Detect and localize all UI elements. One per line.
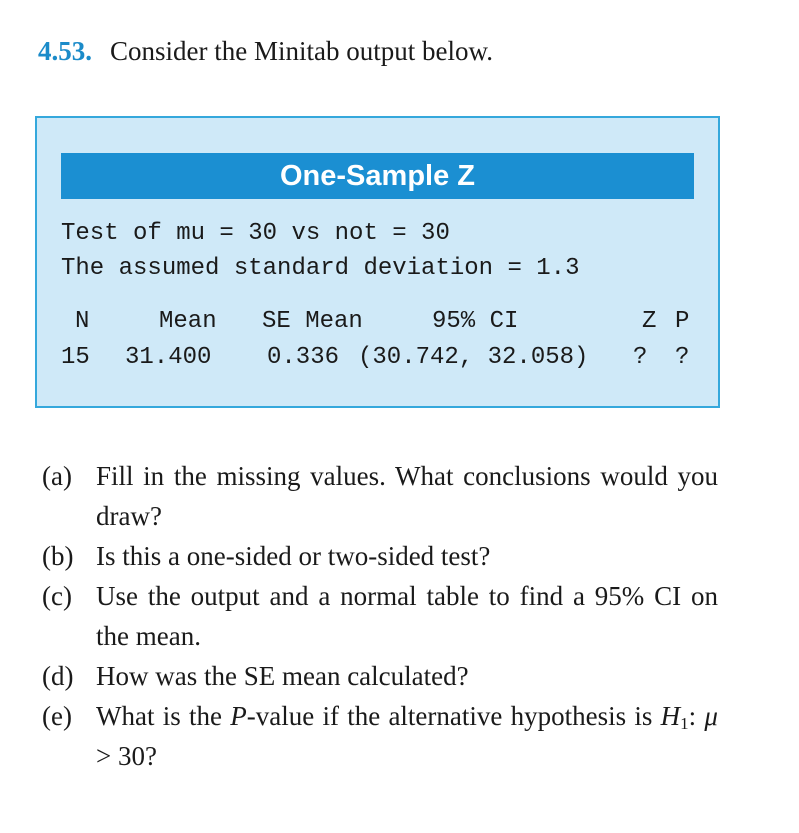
col-header-n: N	[75, 308, 90, 335]
minitab-output-box	[35, 116, 720, 408]
cell-n: 15	[61, 344, 90, 371]
question-text: Is this a one-sided or two-sided test?	[96, 541, 491, 571]
h-subscript: 1	[680, 714, 689, 733]
question-label: (a)	[42, 461, 72, 491]
question-list	[42, 456, 718, 776]
question-text-part3: :	[688, 701, 705, 731]
std-dev-line: The assumed standard deviation = 1.3	[61, 255, 580, 282]
table-row	[37, 344, 718, 374]
mu-symbol: μ	[704, 701, 718, 731]
question-c	[42, 576, 718, 656]
question-text-part4: > 30?	[96, 741, 157, 771]
problem-intro: Consider the Minitab output below.	[110, 36, 493, 66]
question-text: Fill in the missing values. What conclusions would you draw?	[96, 461, 718, 531]
cell-p: ?	[675, 344, 690, 371]
question-d	[42, 656, 718, 696]
question-text: Use the output and a normal table to find a 95% CI on the mean.	[96, 581, 718, 651]
question-label: (c)	[42, 581, 72, 611]
p-symbol: P	[230, 701, 247, 731]
question-text-part2: -value if the alternative hypothesis is	[246, 701, 661, 731]
table-header	[37, 308, 718, 338]
output-title: One-Sample Z	[61, 153, 694, 199]
question-a	[42, 456, 718, 536]
question-label: (b)	[42, 541, 74, 571]
cell-ci: (30.742, 32.058)	[358, 344, 589, 371]
question-text: How was the SE mean calculated?	[96, 661, 469, 691]
question-b	[42, 536, 718, 576]
question-e	[42, 696, 718, 776]
cell-z: ?	[633, 344, 648, 371]
col-header-p: P	[675, 308, 690, 335]
cell-se-mean: 0.336	[267, 344, 340, 371]
col-header-z: Z	[642, 308, 657, 335]
problem-number: 4.53.	[38, 36, 92, 66]
test-line: Test of mu = 30 vs not = 30	[61, 220, 450, 247]
col-header-mean: Mean	[159, 308, 217, 335]
question-text-part1: What is the	[96, 701, 231, 731]
question-label: (e)	[42, 701, 72, 731]
cell-mean: 31.400	[125, 344, 212, 371]
h-symbol: H	[660, 701, 681, 731]
problem-header	[38, 36, 493, 67]
col-header-ci: 95% CI	[432, 308, 519, 335]
col-header-se-mean: SE Mean	[262, 308, 363, 335]
question-label: (d)	[42, 661, 74, 691]
